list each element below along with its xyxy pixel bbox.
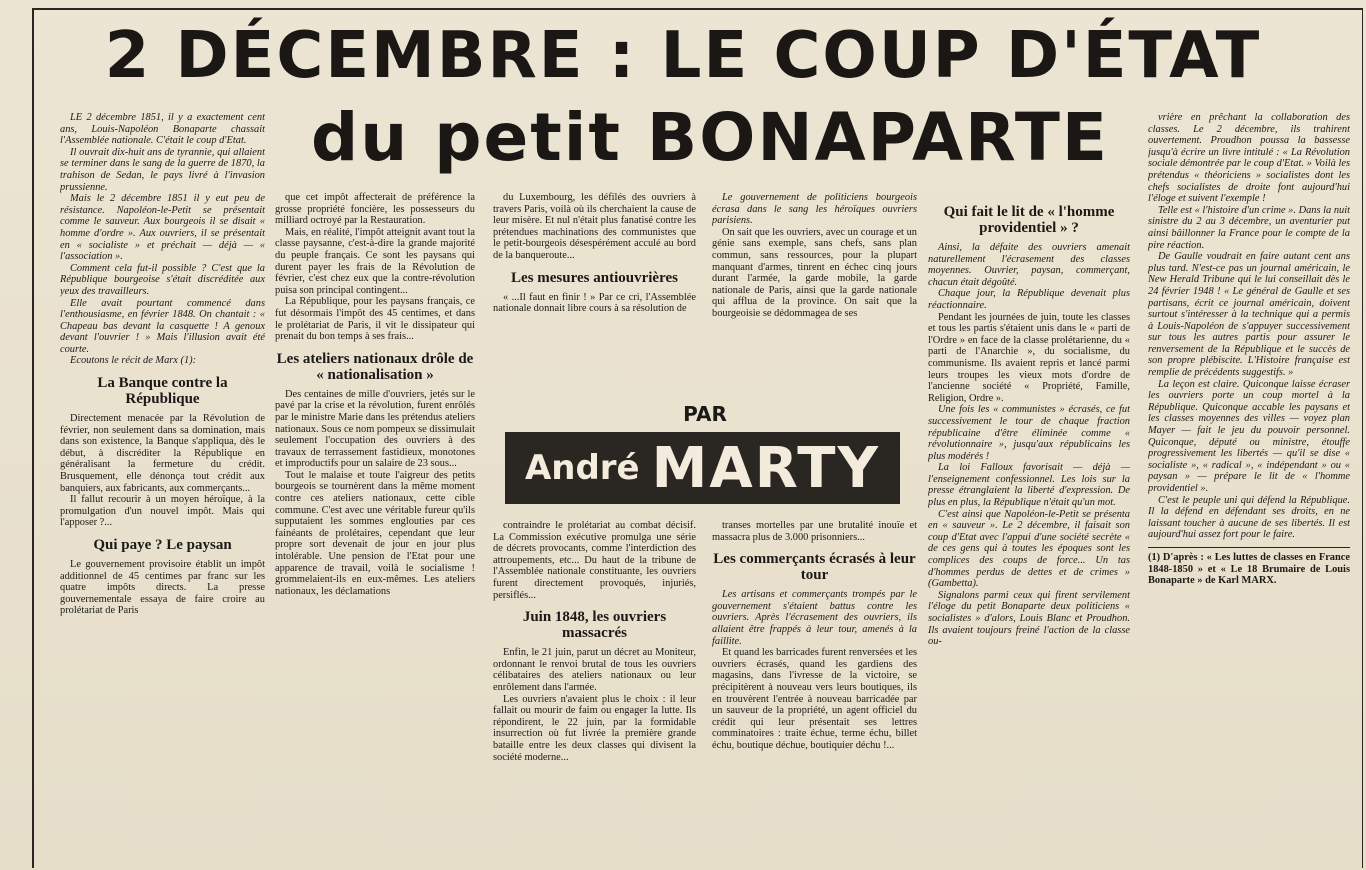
- paragraph: C'est le peuple uni qui défend la République. Il la défend en défendant ses droits, en ne laissant toucher à aucune de ses libertés. Il est aujourd'hui assez fort pour le faire.: [1148, 494, 1350, 541]
- paragraph: Signalons parmi ceux qui firent servilement l'éloge du petit Bonaparte deux politiciens « socialistes » d'alors, Louis Blanc et Proudhon. Ils avaient toujours freiné l'action de la classe ou-: [928, 589, 1130, 648]
- paragraph: De Gaulle voudrait en faire autant cent ans plus tard. N'est-ce pas un journal américain, le New Herald Tribune qui le lui conseillait dès le 24 février 1948 ! « Le général de Gaulle et ses partisans, écrit ce journal américain, doivent surtout s'intéresser à la technique qui a permis à Louis-Napoléon de s'appuyer successivement sur tous les autres partis pour assurer le renversement de la République et le succès de son propre plébiscite. L'Histoire française est remplie de précédents suggestifs. »: [1148, 251, 1350, 379]
- paragraph: Le gouvernement de politiciens bourgeois écrasa dans le sang les héroïques ouvriers parisiens.: [712, 192, 917, 227]
- lead-paragraph: LE 2 décembre 1851, il y a exactement cent ans, Louis-Napoléon Bonaparte chassait l'Assemblée nationale. C'était le coup d'Etat.: [60, 112, 265, 147]
- paragraph: Mais, en réalité, l'impôt atteignit avant tout la classe paysanne, c'est-à-dire la grande majorité du peuple français. Ce sont les paysans qui durent payer les frais de la Révolution de février, c'est chez eux que la contre-révolution puisa son principal contingent...: [275, 226, 475, 296]
- column-6: [1148, 112, 1350, 864]
- column-1: [60, 112, 265, 864]
- paragraph: La République, pour les paysans français, ce fut désormais l'impôt des 45 centimes, et dans le prolétariat de Paris, il vit le dissipateur qui prenait du bon temps à ses frais...: [275, 296, 475, 343]
- paragraph: contraindre le prolétariat au combat décisif. La Commission exécutive promulga une série de décrets provocants, comme l'interdiction des attroupements, etc... Du haut de la tribune de l'Assemblée nationale constituante, les ouvriers furent directement provoqués, injuriés, persiflés...: [493, 520, 696, 601]
- headline-line-2: du petit BONAPARTE: [311, 99, 1109, 176]
- author-banner: [505, 432, 900, 504]
- byline-par: PAR: [683, 402, 727, 426]
- subheading: Qui fait le lit de « l'homme providentiel » ?: [943, 204, 1115, 236]
- paragraph: Le gouvernement provisoire établit un impôt additionnel de 45 centimes par franc sur les quatre impôts directs. La presse gouvernementale essaya de faire croire au prolétariat de Paris: [60, 559, 265, 617]
- paragraph: La leçon est claire. Quiconque laisse écraser les ouvriers porte un coup mortel à la République. Quiconque accable les paysans et les classes moyennes des villes — voyez plan Mayer — fait le jeu du pouvoir personnel. Quiconque, député ou ministre, étouffe progressivement les libertés — qu'il se dise « socialiste », « radical », « indépendant » ou « paysan » — prépare le lit de « l'homme providentiel ».: [1148, 378, 1350, 494]
- paragraph: On sait que les ouvriers, avec un courage et un génie sans exemple, sans chefs, sans plan commun, sans ressources, pour la plupart manquant d'armes, tinrent en échec cinq jours durant l'armée, la garde mobile, la garde nationale de Paris, ainsi que la garde nationale qui afflua de la province. On sait que la bourgeoisie se dédommagea de ses: [712, 226, 917, 319]
- paragraph: Ainsi, la défaite des ouvriers amenait naturellement l'écrasement des classes moyennes. Ouvrier, paysan, commerçant, chacun était dégoûté.: [928, 242, 1130, 288]
- paragraph: Telle est « l'histoire d'un crime ». Dans la nuit sinistre du 2 au 3 décembre, un aventurier put ainsi bâillonner la France pour le compte de la pire réaction.: [1148, 204, 1350, 251]
- subheading: Juin 1848, les ouvriers massacrés: [522, 609, 667, 642]
- subheading: Les commerçants écrasés à leur tour: [713, 551, 916, 584]
- paragraph: Les artisans et commerçants trompés par le gouvernement s'étaient battus contre les ouvriers. Après l'écrasement des ouvriers, ils allaient être frappés à leur tour, amenés à la faillite.: [712, 589, 917, 647]
- paragraph: Directement menacée par la Révolution de février, non seulement dans sa domination, mais dans son existence, la Banque s'appliqua, dès le début, à discréditer la République en généralisant la fermeture du crédit. Brusquement, elle dénonça tout crédit aux banquiers, aux fabricants, aux commerçants...: [60, 413, 265, 494]
- paragraph: C'est ainsi que Napoléon-le-Petit se présenta en « sauveur ». Le 2 décembre, il faisait son coup d'Etat avec l'appui d'une société secrète « de ces gens qui à toutes les époques sont les complices des coups de force... Un tas d'hommes perdus de dettes et de crimes » (Gambetta).: [928, 508, 1130, 590]
- author-first-name: André: [524, 448, 640, 488]
- paragraph: vrière en prêchant la collaboration des classes. Le 2 décembre, ils trahirent ouvertement. Proudhon poussa la bassesse jusqu'à écrire un livre intitulé : « La Révolution sociale démontrée par le coup d'Etat. » Voilà les prétendus « théoriciens » socialistes dont les chefs socialistes de droite font aujourd'hui l'éloge et suivent l'exemple !: [1148, 112, 1350, 205]
- paragraph: Des centaines de mille d'ouvriers, jetés sur le pavé par la crise et la révolution, furent enrôlés par le ministre Marie dans les prétendus ateliers nationaux. Sous ce nom pompeux se dissimulait seulement l'occupation des ouvriers à des travaux de terrassement fastidieux, monotones et improductifs pour un salaire de 23 sous...: [275, 388, 475, 470]
- footnote: (1) D'après : « Les luttes de classes en France 1848-1850 » et « Le 18 Brumaire de Louis Bonaparte » de Karl MARX.: [1148, 547, 1350, 587]
- paragraph: Les ouvriers n'avaient plus le choix : il leur fallait ou mourir de faim ou engager la lutte. Ils répondirent, le 22 juin, par la formidable insurrection où fut livrée la première grande bataille entre les deux classes qui divisent la société moderne...: [493, 693, 696, 763]
- subheading: Les ateliers nationaux drôle de « nationalisation »: [276, 350, 474, 383]
- paragraph: Ecoutons le récit de Marx (1):: [70, 355, 197, 367]
- paragraph: Pendant les journées de juin, toute les classes et tous les partis s'étaient unis dans le « parti de l'Ordre » en face de la classe prolétarienne, du « parti de l'Anarchie », du socialisme, du communisme. Ils avaient repris et lancé parmi leurs troupes les vieux mots d'ordre de l'ancienne société « Propriété, Famille, Religion, Ordre ».: [928, 311, 1130, 404]
- column-4-top: [712, 192, 917, 392]
- column-3-bottom: [493, 520, 696, 864]
- paragraph: que cet impôt affecterait de préférence la grosse propriété foncière, les possesseurs du milliard octroyé par la Restauration.: [275, 192, 475, 227]
- column-2: [275, 192, 475, 864]
- paragraph: « ...Il faut en finir ! » Par ce cri, l'Assemblée nationale donnait libre cours à sa résolution de: [493, 291, 696, 315]
- subheading: Les mesures antiouvrières: [511, 269, 678, 286]
- paragraph: Il ouvrait dix-huit ans de tyrannie, qui allaient se terminer dans le sang de la guerre de 1870, la trahison de Sedan, le pays livré à l'invasion prussienne.: [60, 146, 265, 193]
- headline-line-1: 2 DÉCEMBRE : LE COUP D'ÉTAT: [104, 19, 1262, 93]
- subheading: La Banque contre la République: [97, 375, 228, 408]
- paragraph: Tout le malaise et toute l'aigreur des petits bourgeois se tournèrent dans la même moment contre ces ateliers nationaux, cette cible commune. C'est avec une véritable fureur qu'ils supputaient les sommes englouties par ces fainéants de prolétaires, cependant que leur propre sort devenait de jour en jour plus intolérable. Une pension de l'Etat pour une apparence de travail, voilà le socialisme ! grommelaient-ils en eux-mêmes. Les ateliers nationaux, les déclamations: [275, 469, 475, 597]
- subheading: Qui paye ? Le paysan: [93, 537, 232, 553]
- paragraph: Mais le 2 décembre 1851 il y eut peu de résistance. Napoléon-le-Petit se présentait comme le sauveur. Aux bourgeois il se disait « homme d'ordre ». Aux ouvriers, il se présentait en « socialiste » et préchait — déjà — « l'association ».: [60, 193, 265, 263]
- paragraph: Elle avait pourtant commencé dans l'enthousiasme, en février 1848. On chantait : « Chapeau bas devant la casquette ! A genoux devant l'ouvrier ! » Mais l'illusion avait été courte.: [60, 297, 265, 355]
- column-3-top: [493, 192, 696, 392]
- paragraph: Chaque jour, la République devenait plus réactionnaire.: [928, 288, 1130, 311]
- paragraph: Et quand les barricades furent renversées et les ouvriers écrasés, quand les gardiens des magasins, dans l'ivresse de la victoire, se précipitèrent à nouveau vers leurs boutiques, ils en trouvèrent l'entrée à nouveau barricadée par un sauveur de la propriété, un agent officiel du crédit qui leur présentait ses lettres comminatoires : traite échue, terme échu, billet échu, boutique déchue, boutiquier déchu !...: [712, 647, 917, 751]
- paragraph: La loi Falloux favorisait — déjà — l'enseignement confessionnel. Les lois sur la presse étranglaient la liberté d'expression. De plus en plus, la République n'était qu'un mot.: [928, 462, 1130, 509]
- paragraph: Une fois les « communistes » écrasés, ce fut successivement le tour de chaque fraction républicaine d'être éliminée comme « révolutionnaire », jusqu'aux républicains les plus modérés !: [928, 404, 1130, 462]
- paragraph: Comment cela fut-il possible ? C'est que la République bourgeoise s'était discréditée aux yeux des travailleurs.: [60, 262, 265, 297]
- author-last-name: MARTY: [651, 435, 881, 501]
- paragraph: transes mortelles par une brutalité inouïe et massacra plus de 3.000 prisonniers...: [712, 520, 917, 543]
- column-4-bottom: [712, 520, 917, 864]
- column-5: [928, 196, 1130, 864]
- paragraph: du Luxembourg, les défilés des ouvriers à travers Paris, voilà où ils cherchaient la cause de leur misère. Et nul n'était plus fanatisé contre les prétendues machinations des communistes que le petit-bourgeois désespérément acculé au bord de la banqueroute...: [493, 192, 696, 261]
- paragraph: Enfin, le 21 juin, parut un décret au Moniteur, ordonnant le renvoi brutal de tous les ouvriers célibataires des ateliers nationaux ou leur enrôlement dans l'armée.: [493, 647, 696, 693]
- paragraph: Il fallut recourir à un moyen héroïque, à la promulgation d'un nouvel impôt. Mais qui l'apposer ?...: [60, 494, 265, 529]
